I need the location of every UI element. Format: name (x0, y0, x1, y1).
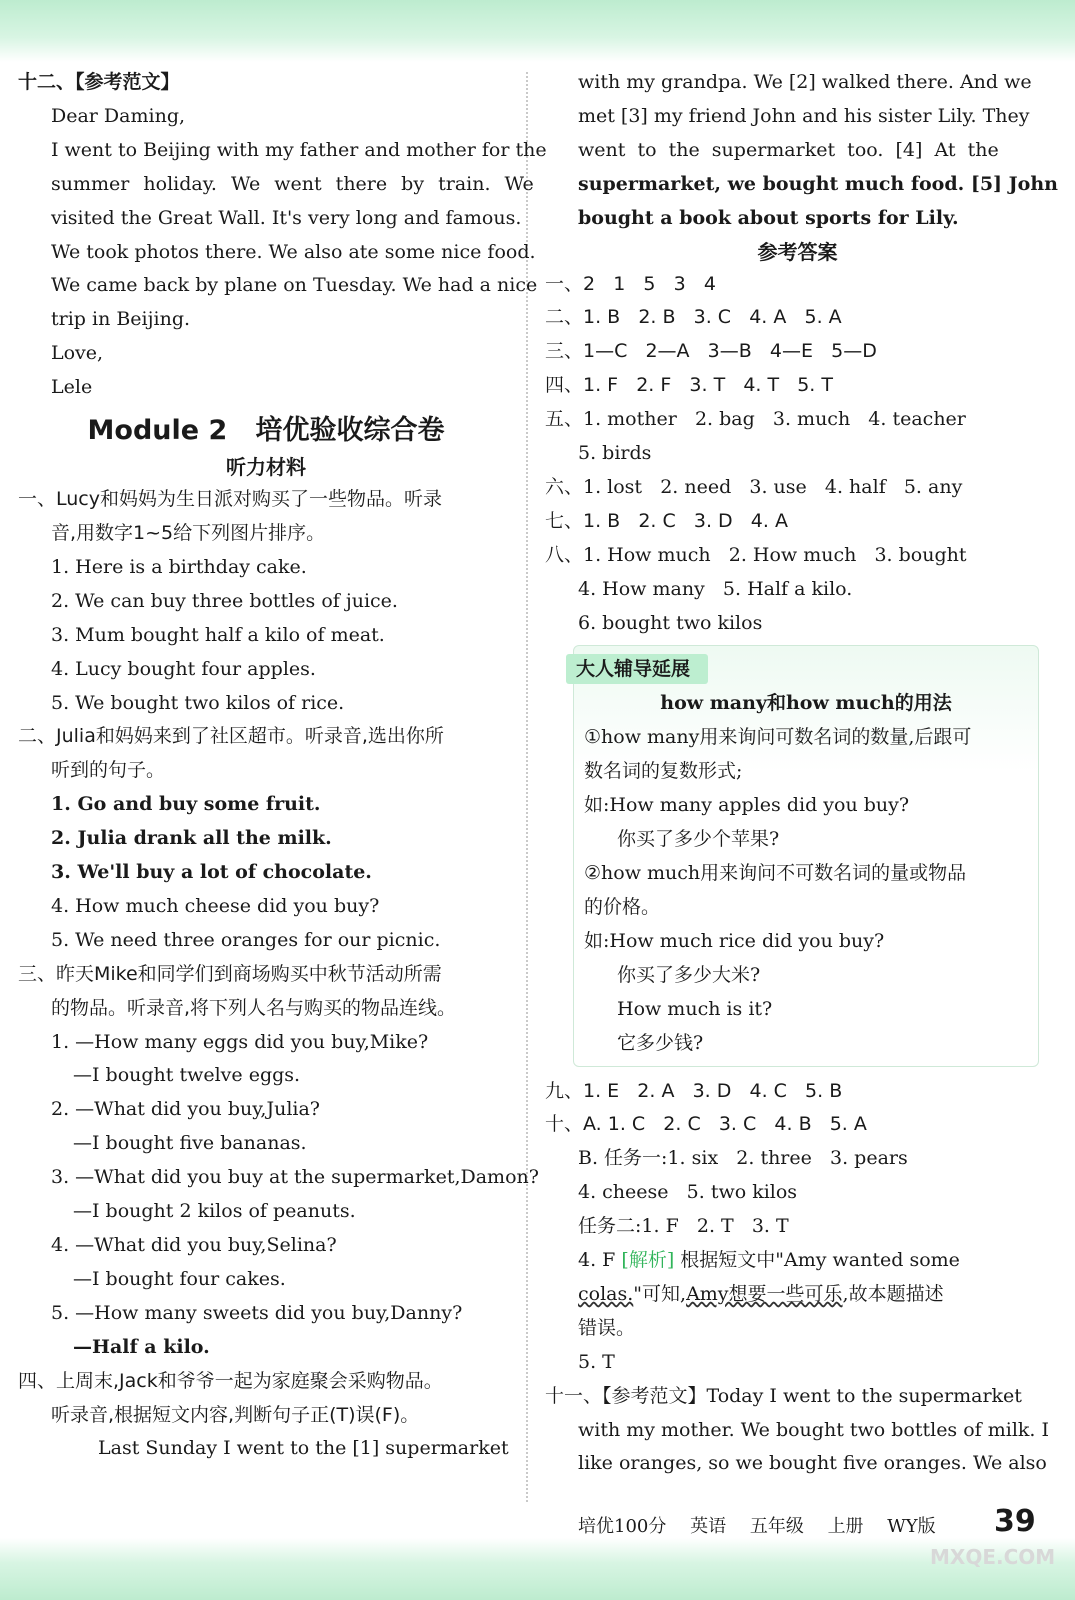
answer-line: 二、1. B 2. B 3. C 4. A 5. A (545, 306, 842, 329)
answers-title: 参考答案 (757, 239, 838, 264)
top-decor-band (0, 0, 1075, 62)
section-prompt: 的物品。听录音,将下列人名与购买的物品连线。 (51, 996, 457, 1019)
right-column (545, 66, 1058, 1481)
essay-line: We took photos there. We also ate some nice food. (51, 240, 536, 263)
tutoring-line: 的价格。 (584, 895, 661, 918)
tutoring-line: 如:How much rice did you buy? (584, 929, 885, 952)
essay-line: 十一、【参考范文】Today I went to the supermarket (545, 1384, 1022, 1407)
analysis-quote: colas. (578, 1282, 634, 1305)
answer-line: 6. bought two kilos (578, 611, 763, 634)
footer-grade: 五年级 (749, 1516, 804, 1537)
dialogue-line: —I bought four cakes. (73, 1267, 286, 1290)
list-item: 1. Here is a birthday cake. (51, 555, 307, 578)
tutoring-box-title: how many和how much的用法 (660, 691, 952, 714)
answer-line: 九、1. E 2. A 3. D 4. C 5. B (545, 1079, 843, 1102)
answer-line-analysis (545, 1278, 1050, 1312)
footer-volume: 上册 (827, 1516, 864, 1537)
answer-line: 4. cheese 5. two kilos (578, 1181, 798, 1204)
analysis-quote: Amy想要一些可乐 (686, 1282, 843, 1305)
passage-line: went to the supermarket too. [4] At the (578, 138, 999, 161)
essay-line: visited the Great Wall. It's very long and famous. (51, 206, 522, 229)
answer-line: 十、A. 1. C 2. C 3. C 4. B 5. A (545, 1113, 867, 1136)
answer-line: B. 任务一:1. six 2. three 3. pears (578, 1147, 908, 1170)
answer-line: 4. How many 5. Half a kilo. (578, 577, 853, 600)
list-item: 4. How much cheese did you buy? (51, 894, 380, 917)
answer-line: 5. T (578, 1350, 615, 1373)
tutoring-extension-box (573, 645, 1039, 1067)
passage-line: met [3] my friend John and his sister Lily. They (578, 104, 1030, 127)
dialogue-line: —I bought twelve eggs. (73, 1064, 301, 1087)
dialogue-line: 3. —What did you buy at the supermarket,Damon? (51, 1166, 539, 1189)
footer-edition: WY版 (887, 1516, 936, 1537)
left-column (18, 66, 547, 1466)
list-item: 1. Go and buy some fruit. (51, 793, 321, 816)
answer-line: 五、1. mother 2. bag 3. much 4. teacher (545, 408, 966, 431)
essay-line: trip in Beijing. (51, 308, 191, 331)
list-item: 5. We need three oranges for our picnic. (51, 928, 441, 951)
answer-line: 任务二:1. F 2. T 3. T (578, 1215, 789, 1238)
section-prompt: 四、上周末,Jack和爷爷一起为家庭聚会采购物品。 (18, 1369, 443, 1392)
list-item: 3. We'll buy a lot of chocolate. (51, 861, 372, 884)
essay-line: with my mother. We bought two bottles of milk. I (578, 1418, 1050, 1441)
essay-line: Lele (51, 376, 93, 399)
section-prompt: 音,用数字1~5给下列图片排序。 (51, 521, 326, 544)
section-prompt: 三、昨天Mike和同学们到商场购买中秋节活动所需 (18, 962, 442, 985)
section-prompt: 二、Julia和妈妈来到了社区超市。听录音,选出你所 (18, 725, 444, 748)
tutoring-line: ①how many用来询问可数名词的数量,后跟可 (584, 725, 972, 748)
analysis-text: "可知, (633, 1282, 687, 1305)
answer-line: 5. birds (578, 442, 652, 465)
essay-line: We came back by plane on Tuesday. We had a nice (51, 274, 538, 297)
section-prompt: 听录音,根据短文内容,判断句子正(T)误(F)。 (51, 1403, 420, 1426)
tutoring-line: ②how much用来询问不可数名词的量或物品 (584, 861, 967, 884)
essay-line: Dear Daming, (51, 104, 186, 127)
tutoring-line: 如:How many apples did you buy? (584, 793, 910, 816)
passage-line: Last Sunday I went to the [1] supermarket (98, 1437, 509, 1460)
essay-heading: 十二、【参考范文】 (18, 71, 180, 93)
answer-line: 四、1. F 2. F 3. T 4. T 5. T (545, 374, 833, 397)
answer-line: 一、2 1 5 3 4 (545, 272, 716, 295)
tutoring-line: 你买了多少个苹果? (617, 827, 780, 850)
dialogue-line: 5. —How many sweets did you buy,Danny? (51, 1301, 463, 1324)
page-number: 39 (994, 1504, 1036, 1539)
analysis-tag: [解析] (621, 1249, 675, 1272)
dialogue-line: 2. —What did you buy,Julia? (51, 1098, 320, 1121)
essay-line: Love, (51, 342, 104, 365)
essay-line: summer holiday. We went there by train. We (51, 172, 534, 195)
list-item: 2. We can buy three bottles of juice. (51, 589, 398, 612)
analysis-text: 根据短文中"Amy wanted some (680, 1249, 960, 1272)
analysis-text: ,故本题描述 (842, 1282, 944, 1305)
list-item: 3. Mum bought half a kilo of meat. (51, 623, 385, 646)
passage-line: bought a book about sports for Lily. (578, 206, 959, 229)
answer-line: 八、1. How much 2. How much 3. bought (545, 543, 967, 566)
answer-line-analysis (545, 1244, 1050, 1278)
module-title: Module 2 培优验收综合卷 (87, 415, 445, 447)
section-prompt: 一、Lucy和妈妈为生日派对购买了一些物品。听录 (18, 488, 442, 511)
passage-line: with my grandpa. We [2] walked there. And we (578, 71, 1032, 93)
tutoring-line: 它多少钱? (617, 1031, 704, 1054)
listening-title: 听力材料 (226, 455, 306, 480)
analysis-number: 4. F (578, 1249, 616, 1272)
tutoring-line: 数名词的复数形式; (584, 759, 743, 782)
list-item: 2. Julia drank all the milk. (51, 827, 332, 850)
bottom-decor-band (0, 1538, 1075, 1600)
essay-line: I went to Beijing with my father and mother for the (51, 138, 547, 161)
dialogue-line: —Half a kilo. (73, 1335, 210, 1358)
dialogue-line: 1. —How many eggs did you buy,Mike? (51, 1030, 429, 1053)
watermark: MXQE.COM (930, 1545, 1056, 1569)
dialogue-line: —I bought 2 kilos of peanuts. (73, 1200, 356, 1223)
answer-line: 三、1—C 2—A 3—B 4—E 5—D (545, 340, 877, 363)
footer-series: 培优100分 (578, 1516, 667, 1537)
section-prompt: 听到的句子。 (51, 759, 166, 782)
answer-line: 错误。 (578, 1316, 636, 1339)
tutoring-line: How much is it? (617, 997, 773, 1020)
page-footer (578, 1510, 1038, 1544)
answer-line: 七、1. B 2. C 3. D 4. A (545, 509, 788, 532)
footer-subject: 英语 (690, 1516, 727, 1537)
dialogue-line: —I bought five bananas. (73, 1132, 307, 1155)
answer-line: 六、1. lost 2. need 3. use 4. half 5. any (545, 475, 963, 498)
list-item: 5. We bought two kilos of rice. (51, 691, 345, 714)
tutoring-box-header: 大人辅导延展 (566, 654, 708, 684)
tutoring-line: 你买了多少大米? (617, 963, 761, 986)
essay-line: like oranges, so we bought five oranges. We also (578, 1452, 1047, 1475)
passage-line: supermarket, we bought much food. [5] John (578, 172, 1058, 195)
list-item: 4. Lucy bought four apples. (51, 657, 316, 680)
dialogue-line: 4. —What did you buy,Selina? (51, 1234, 337, 1256)
